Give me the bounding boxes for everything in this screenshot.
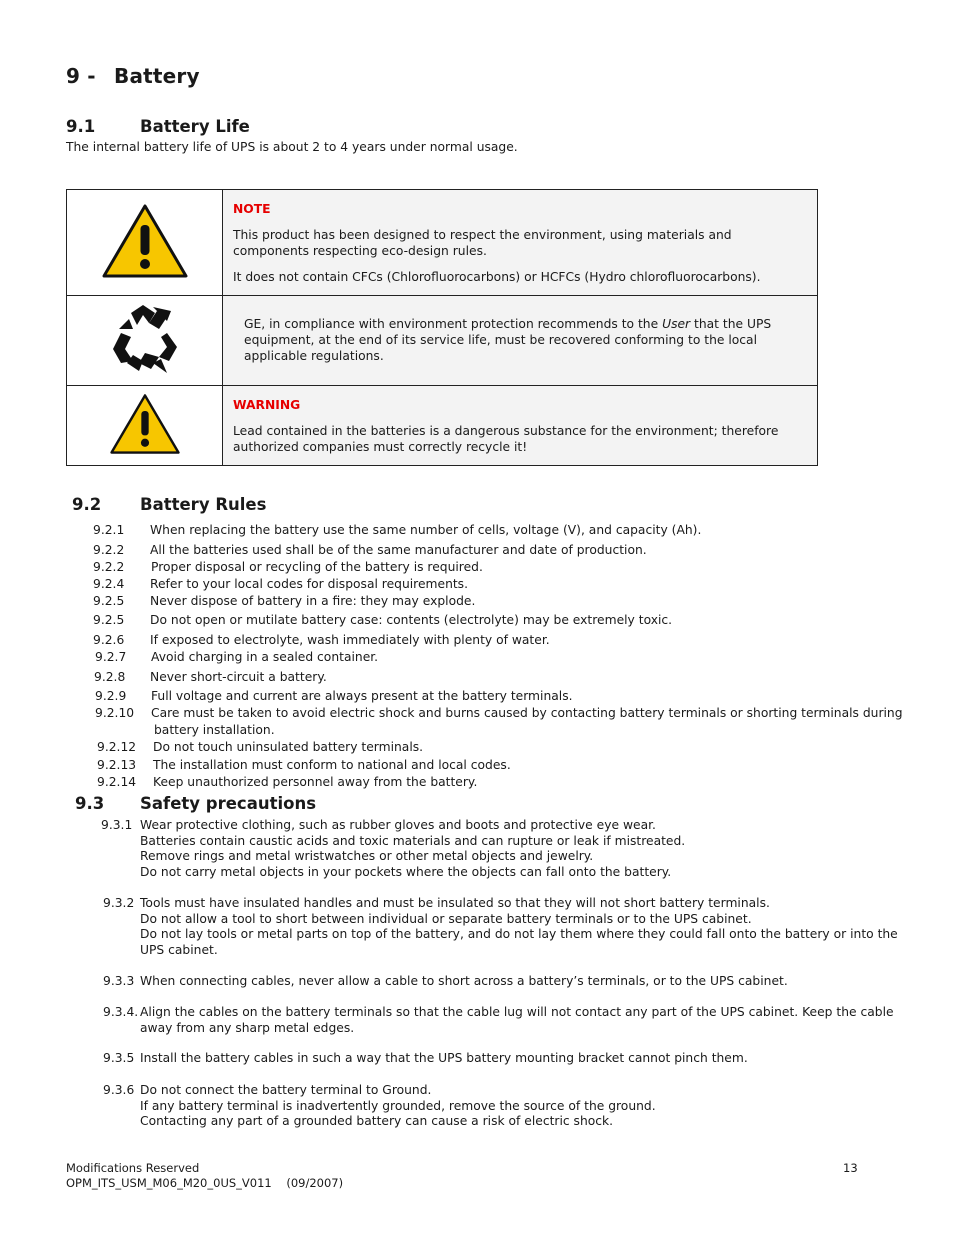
chapter-heading [66,64,200,88]
recycle-text-cell [223,296,818,386]
section-heading-battery-rules: 9.2 Battery Rules [72,495,267,514]
section-heading-battery-life: 9.1 Battery Life [66,117,250,136]
list-item: 9.3.3 When connecting cables, never allow a cable to short across a battery’s terminals, or to the UPS cabinet. [103,974,788,988]
list-item: 9.2.10 Care must be taken to avoid electric shock and burns caused by contacting battery terminals or shorting terminals during battery installation. [95,706,903,737]
list-item: 9.3.2 Tools must have insulated handles and must be insulated so that they will not short battery terminals. Do not allow a tool to short between individual or separate battery terminals or to the UPS cabinet. Do not lay tools or metal parts on top of the battery, and do not lay them where they could fall onto the battery or into the UPS cabinet. [103,896,898,957]
list-item: 9.3.5 Install the battery cables in such a way that the UPS battery mounting bracket cannot pinch them. [103,1051,748,1065]
warning-text: Lead contained in the batteries is a dangerous substance for the environment; therefore authorized companies must correctly recycle it! [233,424,779,454]
section-heading-safety: 9.3 Safety precautions [75,794,317,813]
warning-icon-cell [67,386,223,466]
recycle-text: GE, in compliance with environment protection recommends to the User that the UPS equipment, at the end of its service life, must be recovered conforming to the local applicable regulations. [244,317,772,363]
warning-triangle-icon [109,393,181,455]
warning-label: WARNING [233,398,301,412]
chapter-number: 9 - [66,64,96,88]
page-number: 13 [843,1161,858,1175]
notice-table [66,189,818,466]
battery-life-text: The internal battery life of UPS is about 2 to 4 years under normal usage. [66,140,518,154]
list-item: 9.3.1 Wear protective clothing, such as rubber gloves and boots and protective eye wear. Batteries contain caustic acids and toxic materials and can rupture or leak if mistreated. Remove rings and metal wristwatches or other metal objects and jewelry. Do not carry metal objects in your pockets where the objects can fall onto the battery. [101,818,686,879]
list-item: 9.3.6 Do not connect the battery terminal to Ground. If any battery terminal is inadvertently grounded, remove the source of the ground. Contacting any part of a grounded battery can cause a risk of electric shock. [103,1083,656,1128]
footer-line-2: OPM_ITS_USM_M06_M20_0US_V011 (09/2007) [66,1176,344,1190]
warning-text-cell [223,386,818,466]
recycle-icon [109,303,181,375]
note-label: NOTE [233,202,271,216]
warning-triangle-icon [101,203,189,279]
recycle-icon-cell [67,296,223,386]
chapter-title: Battery [114,64,200,88]
note-paragraph-1: This product has been designed to respect the environment, using materials and components respecting eco-design rules. [233,228,732,258]
footer-left [66,1161,343,1191]
note-icon-cell [67,190,223,296]
note-paragraph-2: It does not contain CFCs (Chlorofluorocarbons) or HCFCs (Hydro chlorofluorocarbons). [233,270,761,284]
note-text-cell [223,190,818,296]
list-item: 9.3.4. Align the cables on the battery terminals so that the cable lug will not contact any part of the UPS cabinet. Keep the cable away from any sharp metal edges. [103,1005,894,1035]
footer-line-1: Modifications Reserved [66,1161,200,1175]
